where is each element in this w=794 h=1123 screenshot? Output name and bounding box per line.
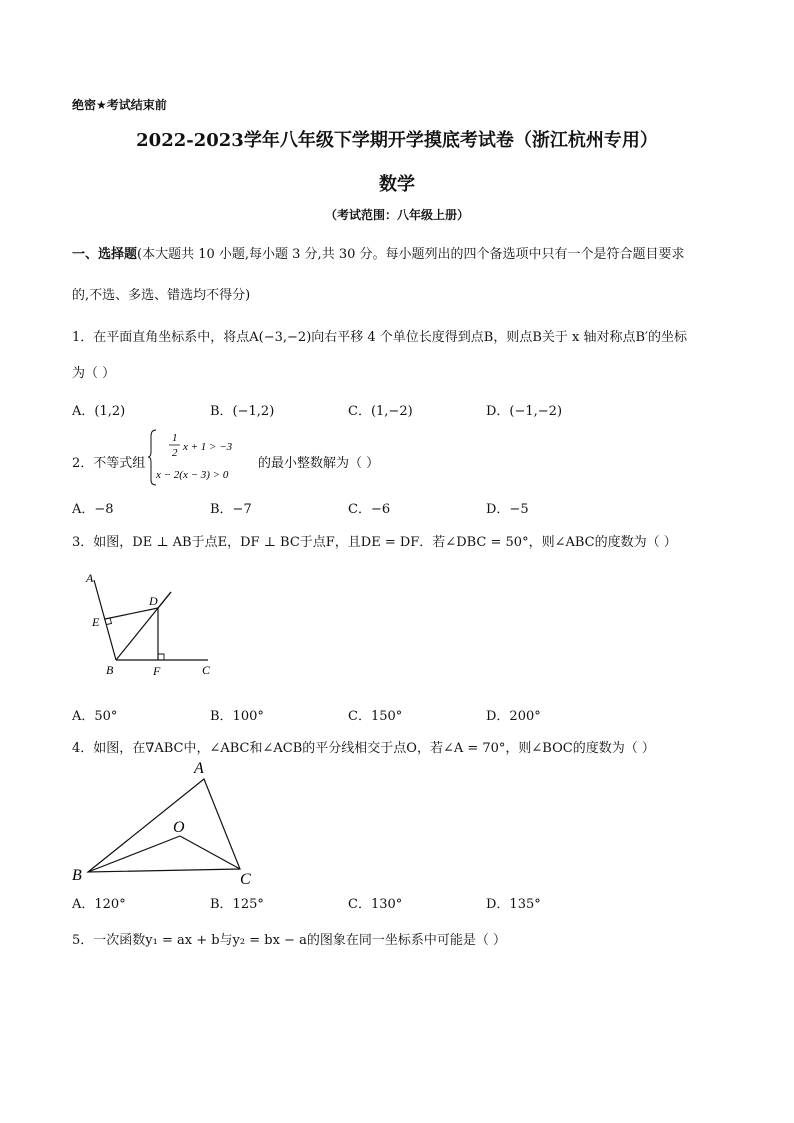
triangle-abc <box>88 779 240 872</box>
q2-inequality-system <box>148 426 252 488</box>
label-d: D <box>149 594 158 608</box>
label-c: C <box>240 871 251 888</box>
q2-option-b: B．−7 <box>210 502 252 517</box>
section-desc-1: (本大题共 10 小题,每小题 3 分,共 30 分。每小题列出的四个备选项中只有一个是符合题目要求 <box>137 247 685 262</box>
confidential-label: 绝密★考试结束前 <box>72 98 167 112</box>
q1-option-d: D．(−1,−2) <box>486 404 563 419</box>
subject-title: 数学 <box>379 174 415 195</box>
section-description-line2: 的,不选、多选、错选均不得分) <box>72 288 251 303</box>
q3-figure <box>80 566 220 682</box>
label-b: B <box>106 663 114 677</box>
q2-option-a: A．−8 <box>72 502 114 517</box>
right-angle-mark-f <box>158 654 164 660</box>
q4-figure <box>66 756 266 890</box>
q4-option-b: B．125° <box>210 897 264 912</box>
q5-text: 5．一次函数y₁ = ax + b与y₂ = bx − a的图象在同一坐标系中可能是（ ） <box>72 933 506 948</box>
label-f: F <box>153 664 161 678</box>
label-e: E <box>92 615 100 629</box>
q4-text: 4．如图，在∇ABC中，∠ABC和∠ACB的平分线相交于点O，若∠A = 70°，则∠BOC的度数为（ ） <box>72 741 655 756</box>
exam-title: 2022-2023学年八年级下学期开学摸底考试卷（浙江杭州专用） <box>136 130 658 151</box>
label-a: A <box>194 760 204 777</box>
q4-option-d: D．135° <box>486 897 541 912</box>
section-heading: 一、选择题 <box>72 247 138 262</box>
q4-option-a: A．120° <box>72 897 126 912</box>
q2-option-c: C．−6 <box>348 502 391 517</box>
q3-option-b: B．100° <box>210 709 264 724</box>
q2-inequality-1: x + 1 > −3 <box>183 441 233 453</box>
q2-inequality-2: x − 2(x − 3) > 0 <box>156 469 229 481</box>
ray-bd-extension <box>158 592 171 608</box>
q1-text-line1: 1．在平面直角坐标系中，将点A(−3,−2)向右平移 4 个单位长度得到点B，则点B关于 x 轴对称点B′的坐标 <box>72 330 688 345</box>
label-b: B <box>72 867 82 884</box>
system-brace <box>148 430 156 485</box>
label-c: C <box>202 663 211 677</box>
label-o: O <box>173 819 185 836</box>
q2-suffix: 的最小整数解为（ ） <box>258 456 380 471</box>
bisector-bo <box>88 836 180 872</box>
exam-scope: （考试范围：八年级上册） <box>324 208 469 222</box>
q1-option-b: B．(−1,2) <box>210 404 275 419</box>
q1-option-c: C．(1,−2) <box>348 404 413 419</box>
fraction-numerator: 1 <box>172 432 178 444</box>
q1-option-a: A．(1,2) <box>72 404 126 419</box>
label-a: A <box>86 571 94 585</box>
section-description-line1 <box>72 243 685 262</box>
q3-option-a: A．50° <box>72 709 118 724</box>
q3-option-d: D．200° <box>486 709 541 724</box>
q3-option-c: C．150° <box>348 709 403 724</box>
q1-text-line2: 为（ ） <box>72 366 116 381</box>
q2-prefix: 2．不等式组 <box>72 456 146 471</box>
fraction-denominator: 2 <box>172 447 178 459</box>
q3-text: 3．如图，DE ⊥ AB于点E，DF ⊥ BC于点F，且DE = DF．若∠DBC = 50°，则∠ABC的度数为（ ） <box>72 535 677 550</box>
q2-option-d: D．−5 <box>486 502 529 517</box>
q4-option-c: C．130° <box>348 897 403 912</box>
bisector-co <box>180 836 240 869</box>
